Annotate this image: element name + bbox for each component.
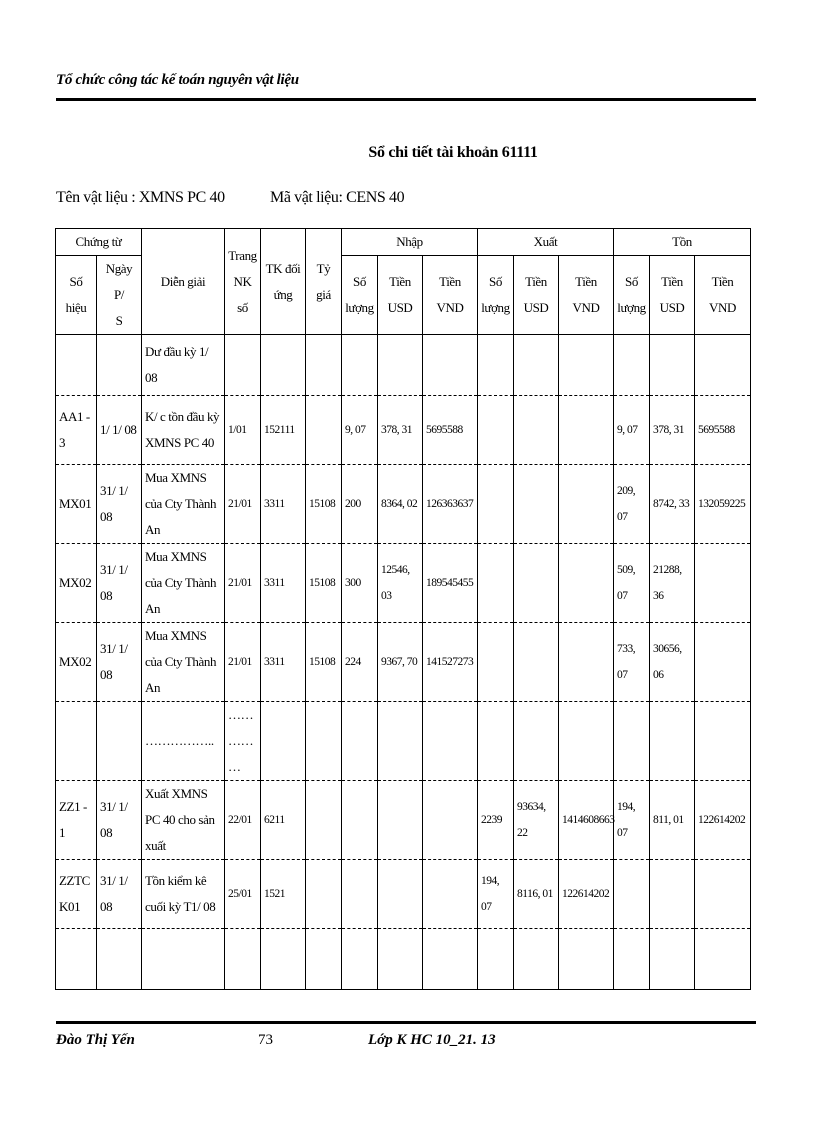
header-text: TK đối bbox=[265, 260, 301, 276]
cell-nhap-usd bbox=[378, 335, 423, 396]
page-header-title: Tổ chức công tác kế toán nguyên vật liệu bbox=[56, 72, 299, 88]
cell-ton-usd: 21288, 36 bbox=[650, 544, 695, 623]
cell-trang: 21/01 bbox=[225, 465, 261, 544]
cell-nhap-vnd bbox=[423, 929, 478, 990]
cell-ngay bbox=[97, 702, 142, 781]
header-text: lượng bbox=[481, 300, 510, 315]
cell-ngay: 31/ 1/ 08 bbox=[97, 544, 142, 623]
cell-ton-vnd bbox=[695, 702, 751, 781]
cell-so-hieu: MX02 bbox=[56, 544, 97, 623]
document-title: Sổ chi tiết tài khoản 61111 bbox=[368, 144, 538, 161]
cell-ton-vnd bbox=[695, 929, 751, 990]
cell-ton-vnd bbox=[695, 335, 751, 396]
cell-ton-sl bbox=[614, 929, 650, 990]
cell-nhap-usd: 378, 31 bbox=[378, 396, 423, 465]
cell-tk: 3311 bbox=[261, 544, 306, 623]
cell-ton-usd bbox=[650, 335, 695, 396]
cell-ty-gia bbox=[306, 860, 342, 929]
cell-nhap-vnd: 141527273 bbox=[423, 623, 478, 702]
cell-xuat-sl: 2239 bbox=[478, 781, 514, 860]
cell-trang: 21/01 bbox=[225, 544, 261, 623]
cell-ty-gia: 15108 bbox=[306, 465, 342, 544]
col-header-nhap: Nhập bbox=[342, 229, 478, 256]
cell-xuat-sl bbox=[478, 623, 514, 702]
header-text: Tiền bbox=[661, 274, 683, 289]
cell-ton-sl bbox=[614, 860, 650, 929]
cell-dien-giai: Mua XMNS của Cty Thành An bbox=[142, 544, 225, 623]
col-header-nhap-vnd bbox=[423, 256, 478, 335]
cell-ton-sl: 509, 07 bbox=[614, 544, 650, 623]
col-header-ton-vnd bbox=[695, 256, 751, 335]
footer-rule bbox=[56, 1021, 756, 1024]
cell-trang bbox=[225, 335, 261, 396]
cell-nhap-vnd bbox=[423, 702, 478, 781]
cell-nhap-vnd bbox=[423, 781, 478, 860]
cell-trang: 21/01 bbox=[225, 623, 261, 702]
header-text: Ngày P/ bbox=[105, 261, 133, 302]
cell-nhap-vnd: 126363637 bbox=[423, 465, 478, 544]
cell-xuat-usd: 93634, 22 bbox=[514, 781, 559, 860]
header-text: Số bbox=[353, 274, 366, 289]
col-header-trang-nk bbox=[225, 229, 261, 335]
header-text: Số bbox=[625, 274, 638, 289]
cell-ton-usd bbox=[650, 860, 695, 929]
header-rule bbox=[56, 98, 756, 101]
col-header-tk-doi-ung bbox=[261, 229, 306, 335]
cell-ngay bbox=[97, 929, 142, 990]
cell-nhap-usd bbox=[378, 929, 423, 990]
footer-class: Lớp K HC 10_21. 13 bbox=[368, 1032, 496, 1048]
header-text: USD bbox=[659, 300, 685, 315]
cell-ngay: 31/ 1/ 08 bbox=[97, 623, 142, 702]
cell-ty-gia bbox=[306, 702, 342, 781]
cell-so-hieu bbox=[56, 929, 97, 990]
material-name: Tên vật liệu : XMNS PC 40 bbox=[56, 189, 225, 206]
cell-ton-sl: 194, 07 bbox=[614, 781, 650, 860]
header-text: Số bbox=[69, 274, 83, 289]
cell-nhap-sl: 300 bbox=[342, 544, 378, 623]
header-text: S bbox=[115, 313, 123, 328]
cell-tk: 3311 bbox=[261, 465, 306, 544]
cell-nhap-sl bbox=[342, 335, 378, 396]
cell-dien-giai: …………….. bbox=[142, 702, 225, 781]
cell-xuat-vnd bbox=[559, 465, 614, 544]
cell-ty-gia: 15108 bbox=[306, 623, 342, 702]
cell-xuat-vnd bbox=[559, 929, 614, 990]
cell-ngay: 31/ 1/ 08 bbox=[97, 860, 142, 929]
cell-so-hieu bbox=[56, 702, 97, 781]
cell-so-hieu: ZZ1 - 1 bbox=[56, 781, 97, 860]
cell-ton-vnd: 132059225 bbox=[695, 465, 751, 544]
header-text: Tiền bbox=[575, 274, 597, 289]
header-text: lượng bbox=[345, 300, 374, 315]
cell-xuat-sl: 194, 07 bbox=[478, 860, 514, 929]
cell-dien-giai: Dư đầu kỳ 1/ 08 bbox=[142, 335, 225, 396]
col-header-ton: Tồn bbox=[614, 229, 751, 256]
cell-xuat-sl bbox=[478, 702, 514, 781]
table-row bbox=[56, 335, 751, 396]
cell-ton-sl bbox=[614, 335, 650, 396]
cell-trang: 1/01 bbox=[225, 396, 261, 465]
cell-dien-giai: Tồn kiểm kê cuối kỳ T1/ 08 bbox=[142, 860, 225, 929]
cell-xuat-sl bbox=[478, 929, 514, 990]
cell-trang bbox=[225, 929, 261, 990]
cell-nhap-usd: 12546, 03 bbox=[378, 544, 423, 623]
cell-xuat-usd bbox=[514, 335, 559, 396]
cell-ton-usd: 30656, 06 bbox=[650, 623, 695, 702]
col-header-xuat-so-luong bbox=[478, 256, 514, 335]
header-text: VND bbox=[436, 300, 464, 315]
cell-so-hieu: MX01 bbox=[56, 465, 97, 544]
cell-ty-gia bbox=[306, 781, 342, 860]
cell-nhap-sl: 9, 07 bbox=[342, 396, 378, 465]
cell-xuat-vnd bbox=[559, 544, 614, 623]
cell-xuat-sl bbox=[478, 396, 514, 465]
cell-xuat-vnd bbox=[559, 335, 614, 396]
table-row bbox=[56, 623, 751, 702]
cell-so-hieu: ZZTC K01 bbox=[56, 860, 97, 929]
col-header-ton-usd bbox=[650, 256, 695, 335]
cell-ty-gia: 15108 bbox=[306, 544, 342, 623]
cell-nhap-sl bbox=[342, 781, 378, 860]
header-text: NK bbox=[233, 273, 252, 289]
cell-so-hieu: MX02 bbox=[56, 623, 97, 702]
cell-tk bbox=[261, 702, 306, 781]
header-text: Tiền bbox=[389, 274, 411, 289]
cell-xuat-usd bbox=[514, 702, 559, 781]
cell-ngay: 31/ 1/ 08 bbox=[97, 465, 142, 544]
col-header-xuat: Xuất bbox=[478, 229, 614, 256]
cell-so-hieu bbox=[56, 335, 97, 396]
col-header-xuat-usd bbox=[514, 256, 559, 335]
cell-nhap-sl bbox=[342, 702, 378, 781]
header-text: Tiền bbox=[439, 274, 461, 289]
cell-xuat-sl bbox=[478, 544, 514, 623]
cell-tk: 3311 bbox=[261, 623, 306, 702]
header-text: ứng bbox=[273, 286, 293, 302]
cell-xuat-usd bbox=[514, 929, 559, 990]
cell-tk: 152111 bbox=[261, 396, 306, 465]
cell-ton-usd: 8742, 33 bbox=[650, 465, 695, 544]
page-number: 73 bbox=[258, 1032, 273, 1048]
cell-xuat-usd bbox=[514, 623, 559, 702]
material-code: Mã vật liệu: CENS 40 bbox=[270, 189, 405, 206]
col-header-xuat-vnd bbox=[559, 256, 614, 335]
cell-nhap-sl: 224 bbox=[342, 623, 378, 702]
cell-xuat-usd bbox=[514, 396, 559, 465]
footer-author: Đào Thị Yến bbox=[56, 1032, 135, 1048]
cell-ton-usd bbox=[650, 929, 695, 990]
cell-nhap-vnd: 5695588 bbox=[423, 396, 478, 465]
header-text: giá bbox=[316, 286, 331, 302]
ledger-table bbox=[55, 228, 751, 990]
header-text: Số bbox=[489, 274, 502, 289]
header-text: số bbox=[237, 299, 248, 315]
table-row bbox=[56, 702, 751, 781]
cell-nhap-usd bbox=[378, 702, 423, 781]
cell-tk: 6211 bbox=[261, 781, 306, 860]
col-header-ngay bbox=[97, 256, 142, 335]
cell-dien-giai: Mua XMNS của Cty Thành An bbox=[142, 465, 225, 544]
cell-ty-gia bbox=[306, 929, 342, 990]
cell-ton-vnd bbox=[695, 544, 751, 623]
cell-trang: 25/01 bbox=[225, 860, 261, 929]
cell-nhap-usd bbox=[378, 781, 423, 860]
cell-dien-giai: K/ c tồn đầu kỳ XMNS PC 40 bbox=[142, 396, 225, 465]
cell-nhap-usd: 9367, 70 bbox=[378, 623, 423, 702]
cell-ton-sl: 733, 07 bbox=[614, 623, 650, 702]
cell-nhap-sl: 200 bbox=[342, 465, 378, 544]
cell-ngay: 31/ 1/ 08 bbox=[97, 781, 142, 860]
header-text: VND bbox=[709, 300, 737, 315]
cell-nhap-sl bbox=[342, 929, 378, 990]
cell-xuat-vnd: 122614202 bbox=[559, 860, 614, 929]
cell-ngay: 1/ 1/ 08 bbox=[97, 396, 142, 465]
cell-dien-giai bbox=[142, 929, 225, 990]
cell-ton-sl: 9, 07 bbox=[614, 396, 650, 465]
cell-nhap-vnd bbox=[423, 860, 478, 929]
cell-xuat-vnd bbox=[559, 396, 614, 465]
cell-xuat-usd bbox=[514, 465, 559, 544]
cell-xuat-vnd bbox=[559, 623, 614, 702]
col-header-ty-gia bbox=[306, 229, 342, 335]
cell-xuat-usd bbox=[514, 544, 559, 623]
col-header-so-hieu bbox=[56, 256, 97, 335]
cell-ty-gia bbox=[306, 396, 342, 465]
header-text: Trang bbox=[228, 247, 257, 263]
table-row bbox=[56, 465, 751, 544]
cell-ton-usd: 811, 01 bbox=[650, 781, 695, 860]
cell-nhap-usd: 8364, 02 bbox=[378, 465, 423, 544]
cell-ton-vnd bbox=[695, 860, 751, 929]
cell-tk bbox=[261, 335, 306, 396]
header-text: Tiền bbox=[711, 274, 734, 289]
cell-nhap-vnd bbox=[423, 335, 478, 396]
header-text: lượng bbox=[617, 300, 646, 315]
header-text: Tiền bbox=[525, 274, 547, 289]
table-row bbox=[56, 544, 751, 623]
table-row bbox=[56, 781, 751, 860]
cell-nhap-vnd: 189545455 bbox=[423, 544, 478, 623]
cell-xuat-sl bbox=[478, 465, 514, 544]
cell-ton-vnd: 122614202 bbox=[695, 781, 751, 860]
col-header-ton-so-luong bbox=[614, 256, 650, 335]
cell-xuat-usd: 8116, 01 bbox=[514, 860, 559, 929]
col-header-chung-tu: Chứng từ bbox=[56, 229, 142, 256]
cell-ton-usd bbox=[650, 702, 695, 781]
table-row bbox=[56, 396, 751, 465]
cell-tk bbox=[261, 929, 306, 990]
cell-dien-giai: Mua XMNS của Cty Thành An bbox=[142, 623, 225, 702]
cell-ton-vnd: 5695588 bbox=[695, 396, 751, 465]
table-row bbox=[56, 929, 751, 990]
cell-xuat-vnd bbox=[559, 702, 614, 781]
cell-nhap-usd bbox=[378, 860, 423, 929]
cell-ton-vnd bbox=[695, 623, 751, 702]
cell-ngay bbox=[97, 335, 142, 396]
cell-so-hieu: AA1 - 3 bbox=[56, 396, 97, 465]
cell-xuat-vnd: 1414608663 bbox=[559, 781, 614, 860]
header-text: USD bbox=[387, 300, 413, 315]
cell-ton-usd: 378, 31 bbox=[650, 396, 695, 465]
table-row bbox=[56, 860, 751, 929]
cell-tk: 1521 bbox=[261, 860, 306, 929]
cell-nhap-sl bbox=[342, 860, 378, 929]
cell-xuat-sl bbox=[478, 335, 514, 396]
header-text: hiệu bbox=[65, 300, 87, 315]
cell-trang: 22/01 bbox=[225, 781, 261, 860]
cell-ty-gia bbox=[306, 335, 342, 396]
cell-ton-sl: 209, 07 bbox=[614, 465, 650, 544]
col-header-nhap-usd bbox=[378, 256, 423, 335]
header-text: VND bbox=[572, 300, 600, 315]
header-row-1 bbox=[56, 229, 751, 256]
cell-ton-sl bbox=[614, 702, 650, 781]
col-header-dien-giai: Diễn giải bbox=[142, 229, 225, 335]
header-text: Tỷ bbox=[316, 260, 331, 276]
cell-dien-giai: Xuất XMNS PC 40 cho sản xuất bbox=[142, 781, 225, 860]
col-header-nhap-so-luong bbox=[342, 256, 378, 335]
header-text: USD bbox=[523, 300, 549, 315]
cell-trang: …… …… … bbox=[225, 702, 261, 781]
